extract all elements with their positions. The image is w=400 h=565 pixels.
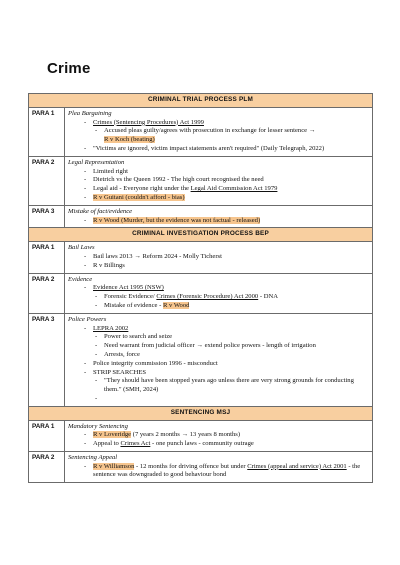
list-item [93, 284, 369, 310]
para-content [65, 242, 373, 273]
act-reference: Evidence Act 1995 (NSW) [93, 284, 164, 292]
note-text: - the sentence was downgraded to good behaviour bond [93, 462, 361, 479]
list-item [93, 168, 369, 177]
list-item [104, 127, 369, 145]
document-title: Crime [47, 60, 91, 77]
list-item [104, 333, 369, 342]
list-item [93, 217, 369, 226]
note-text: Mistake of evidence - [104, 301, 163, 309]
section-header-row [29, 406, 373, 420]
sub-bullet-list [93, 127, 369, 145]
list-item [93, 185, 369, 194]
note-text: Appeal to [93, 440, 121, 448]
note-text: Arrests, force [104, 350, 140, 358]
para-content [65, 451, 373, 482]
sub-bullet-list [93, 293, 369, 311]
note-text: R v Billings [93, 261, 125, 269]
list-item [93, 360, 369, 369]
note-text: Bail laws 2013 → Reform 2024 - Molly Ticherst [93, 252, 222, 260]
act-reference: Crimes (Sentencing Procedures) Act 1999 [93, 118, 204, 126]
list-item [93, 176, 369, 185]
list-item [93, 325, 369, 360]
bullet-list [68, 168, 369, 203]
note-text: Legal aid - Everyone right under the [93, 185, 191, 193]
para-content [65, 205, 373, 228]
note-text: Need warrant from judicial officer → extend police powers - length of irrigation [104, 342, 316, 350]
para-content [65, 156, 373, 205]
note-text: Accused pleas guilty/agrees with prosecution in exchange for lesser sentence → [104, 127, 316, 135]
para-heading: Plea Bargaining [68, 109, 112, 117]
case-highlight: R v Koch (beating) [104, 136, 155, 144]
note-text: Forensic Evidence/ [104, 293, 157, 301]
act-reference: Legal Aid Commission Act 1979 [190, 185, 278, 193]
para-heading: Mistake of fact/evidence [68, 207, 133, 215]
para-label: PARA 1 [29, 420, 65, 451]
list-item [93, 194, 369, 203]
act-reference: Crimes (Forensic Procedure) Act 2000 [156, 293, 259, 301]
note-text: Power to search and seize [104, 333, 173, 341]
case-highlight: R v Williamson [93, 462, 135, 470]
section-header-investigation: CRIMINAL INVESTIGATION PROCESS BEP [29, 228, 373, 242]
para-content [65, 107, 373, 156]
para-heading: Police Powers [68, 315, 107, 323]
list-item [104, 293, 369, 302]
para-row [29, 107, 373, 156]
section-header-trial: CRIMINAL TRIAL PROCESS PLM [29, 94, 373, 108]
list-item [104, 395, 369, 404]
note-text: Dietrich vs the Queen 1992 - The high court recognised the need [93, 176, 264, 184]
bullet-list [68, 217, 369, 226]
bullet-list [68, 253, 369, 271]
list-item [104, 302, 369, 311]
para-heading: Mandatory Sentencing [68, 422, 128, 430]
note-text: Limited right [93, 167, 128, 175]
para-row [29, 313, 373, 406]
para-row [29, 420, 373, 451]
case-highlight: R v Loveridge [93, 431, 132, 439]
case-highlight: R v Wood [162, 301, 190, 309]
list-item [93, 145, 369, 154]
note-text: Police integrity commission 1996 - misconduct [93, 359, 218, 367]
para-heading: Legal Representation [68, 158, 125, 166]
act-reference: LEPRA 2002 [93, 324, 129, 332]
section-header-sentencing: SENTENCING MSJ [29, 406, 373, 420]
para-heading: Bail Laws [68, 244, 95, 252]
para-content [65, 313, 373, 406]
sub-bullet-list [93, 333, 369, 359]
list-item [93, 369, 369, 404]
para-label: PARA 3 [29, 313, 65, 406]
bullet-list [68, 119, 369, 154]
para-label: PARA 1 [29, 107, 65, 156]
para-content [65, 420, 373, 451]
list-item [93, 431, 369, 440]
note-text: - one punch laws - community outrage [150, 440, 254, 448]
quote-text: "They should have been stopped years ago unless there are very strong grounds for conducting them." (SMH, 2024) [104, 377, 354, 394]
para-label: PARA 3 [29, 205, 65, 228]
list-item [93, 253, 369, 262]
bullet-list [68, 463, 369, 481]
para-label: PARA 2 [29, 156, 65, 205]
act-reference: Crimes (appeal and service) Act 2001 [247, 462, 347, 470]
para-label: PARA 1 [29, 242, 65, 273]
case-highlight: R v Wood (Murder, but the evidence was not factual - released) [93, 216, 261, 224]
quote-text: "Victims are ignored, victim impact statements aren't required" (Daily Telegraph, 2022) [93, 144, 325, 152]
list-item [104, 342, 369, 351]
note-text: - DNA [258, 293, 278, 301]
list-item [93, 262, 369, 271]
case-highlight: R v Guitani (couldn't afford - bias) [93, 193, 185, 201]
list-item [93, 119, 369, 145]
para-label: PARA 2 [29, 451, 65, 482]
section-header-row [29, 94, 373, 108]
list-item [93, 440, 369, 449]
list-item [93, 463, 369, 481]
note-text: STRIP SEARCHES [93, 368, 147, 376]
sub-bullet-list [93, 377, 369, 403]
bullet-list [68, 284, 369, 310]
para-label: PARA 2 [29, 273, 65, 313]
notes-table [28, 93, 373, 483]
para-content [65, 273, 373, 313]
para-heading: Sentencing Appeal [68, 453, 118, 461]
note-text: (7 years 2 months → 13 years 8 months) [131, 431, 241, 439]
bullet-list [68, 431, 369, 449]
list-item [104, 351, 369, 360]
para-heading: Evidence [68, 275, 93, 283]
para-row [29, 156, 373, 205]
para-row [29, 273, 373, 313]
act-reference: Crimes Act [120, 440, 151, 448]
bullet-list [68, 325, 369, 404]
para-row [29, 205, 373, 228]
section-header-row [29, 228, 373, 242]
list-item [104, 377, 369, 395]
para-row [29, 242, 373, 273]
para-row [29, 451, 373, 482]
note-text: - 12 months for driving offence but under [134, 462, 248, 470]
